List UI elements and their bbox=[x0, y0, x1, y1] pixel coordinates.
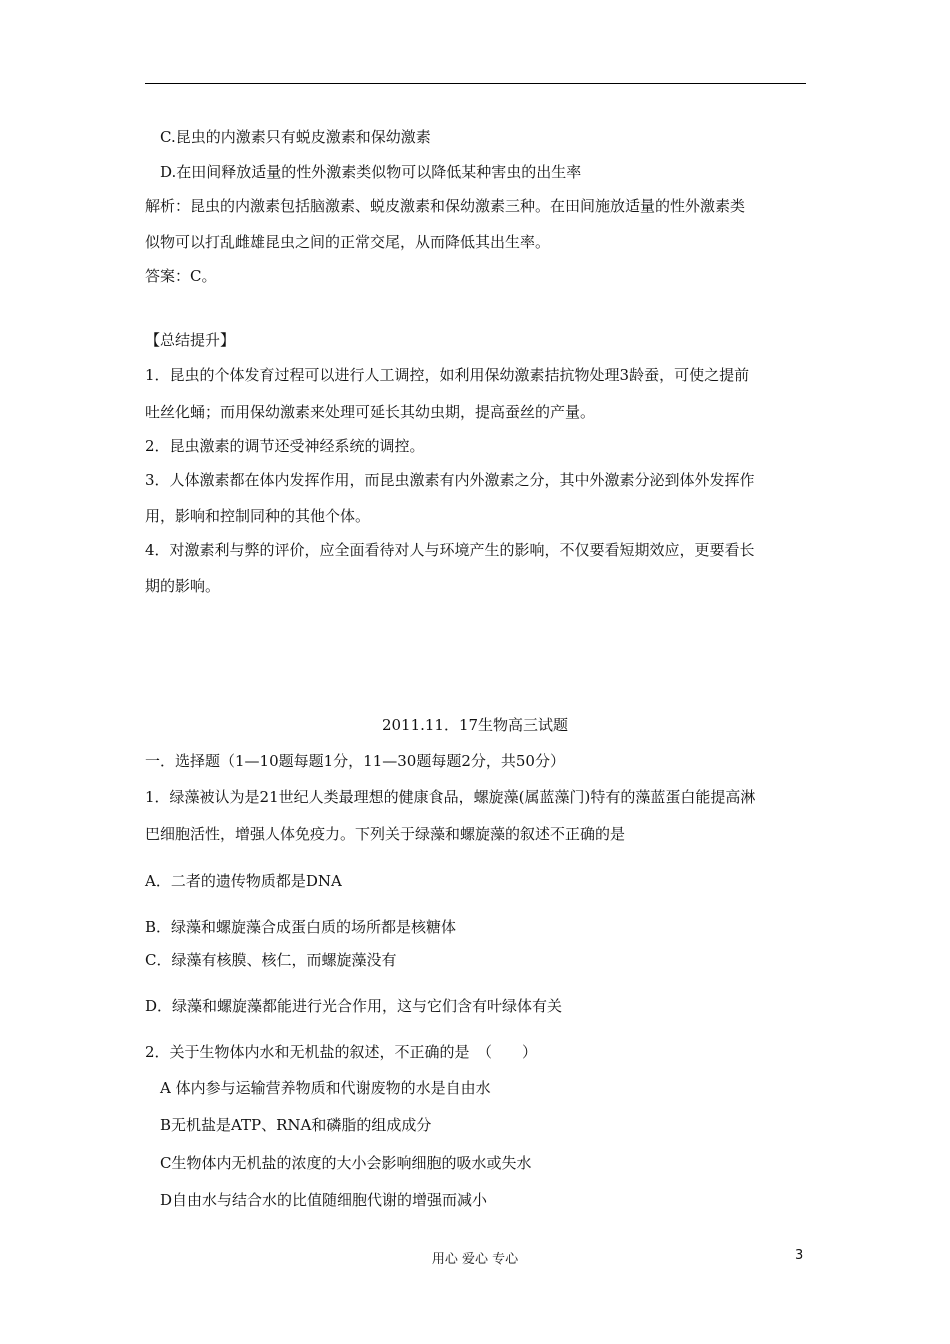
q1-option-b: B．绿藻和螺旋藻合成蛋白质的场所都是核糖体 bbox=[145, 918, 457, 936]
analysis-line-2: 似物可以打乱雌雄昆虫之间的正常交尾，从而降低其出生率。 bbox=[145, 233, 551, 251]
exam-title: 2011.11．17生物高三试题 bbox=[381, 716, 569, 734]
summary-p1-line-2: 吐丝化蛹；而用保幼激素来处理可延长其幼虫期，提高蚕丝的产量。 bbox=[145, 403, 596, 421]
prev-option-c: C.昆虫的内激素只有蜕皮激素和保幼激素 bbox=[160, 128, 431, 146]
summary-p2: 2．昆虫激素的调节还受神经系统的调控。 bbox=[145, 437, 425, 455]
summary-p3-line-2: 用，影响和控制同种的其他个体。 bbox=[145, 507, 371, 525]
summary-p1-line-1: 1．昆虫的个体发育过程可以进行人工调控，如利用保幼激素拮抗物处理3龄蚕，可使之提前 bbox=[145, 366, 750, 384]
q1-option-d: D．绿藻和螺旋藻都能进行光合作用，这与它们含有叶绿体有关 bbox=[145, 997, 563, 1015]
prev-option-d: D.在田间释放适量的性外激素类似物可以降低某种害虫的出生率 bbox=[160, 163, 582, 181]
page-number: 3 bbox=[795, 1248, 804, 1263]
q1-option-c: C．绿藻有核膜、核仁，而螺旋藻没有 bbox=[145, 951, 397, 969]
q1-option-a: A．二者的遗传物质都是DNA bbox=[145, 872, 342, 890]
answer-line: 答案：C。 bbox=[145, 267, 217, 285]
q2-option-a: A 体内参与运输营养物质和代谢废物的水是自由水 bbox=[160, 1079, 491, 1097]
header-rule bbox=[145, 83, 806, 84]
q1-stem-line-1: 1．绿藻被认为是21世纪人类最理想的健康食品，螺旋藻(属蓝藻门)特有的藻蓝蛋白能提高淋 bbox=[145, 788, 756, 806]
footer-motto: 用心 爱心 专心 bbox=[431, 1252, 519, 1267]
q2-option-c: C生物体内无机盐的浓度的大小会影响细胞的吸水或失水 bbox=[160, 1154, 532, 1172]
q2-option-d: D自由水与结合水的比值随细胞代谢的增强而减小 bbox=[160, 1191, 488, 1209]
section-heading: 一．选择题（1—10题每题1分，11—30题每题2分，共50分） bbox=[145, 752, 565, 770]
q2-option-b: B无机盐是ATP、RNA和磷脂的组成成分 bbox=[160, 1116, 432, 1134]
summary-p4-line-1: 4．对激素利与弊的评价，应全面看待对人与环境产生的影响，不仅要看短期效应，更要看长 bbox=[145, 541, 755, 559]
summary-p4-line-2: 期的影响。 bbox=[145, 577, 221, 595]
summary-heading: 【总结提升】 bbox=[145, 331, 236, 349]
analysis-line-1: 解析：昆虫的内激素包括脑激素、蜕皮激素和保幼激素三种。在田间施放适量的性外激素类 bbox=[145, 197, 746, 215]
q1-stem-line-2: 巴细胞活性，增强人体免疫力。下列关于绿藻和螺旋藻的叙述不正确的是 bbox=[145, 825, 626, 843]
summary-p3-line-1: 3．人体激素都在体内发挥作用，而昆虫激素有内外激素之分，其中外激素分泌到体外发挥作 bbox=[145, 471, 755, 489]
q2-stem: 2．关于生物体内水和无机盐的叙述，不正确的是 （ ） bbox=[145, 1043, 538, 1061]
